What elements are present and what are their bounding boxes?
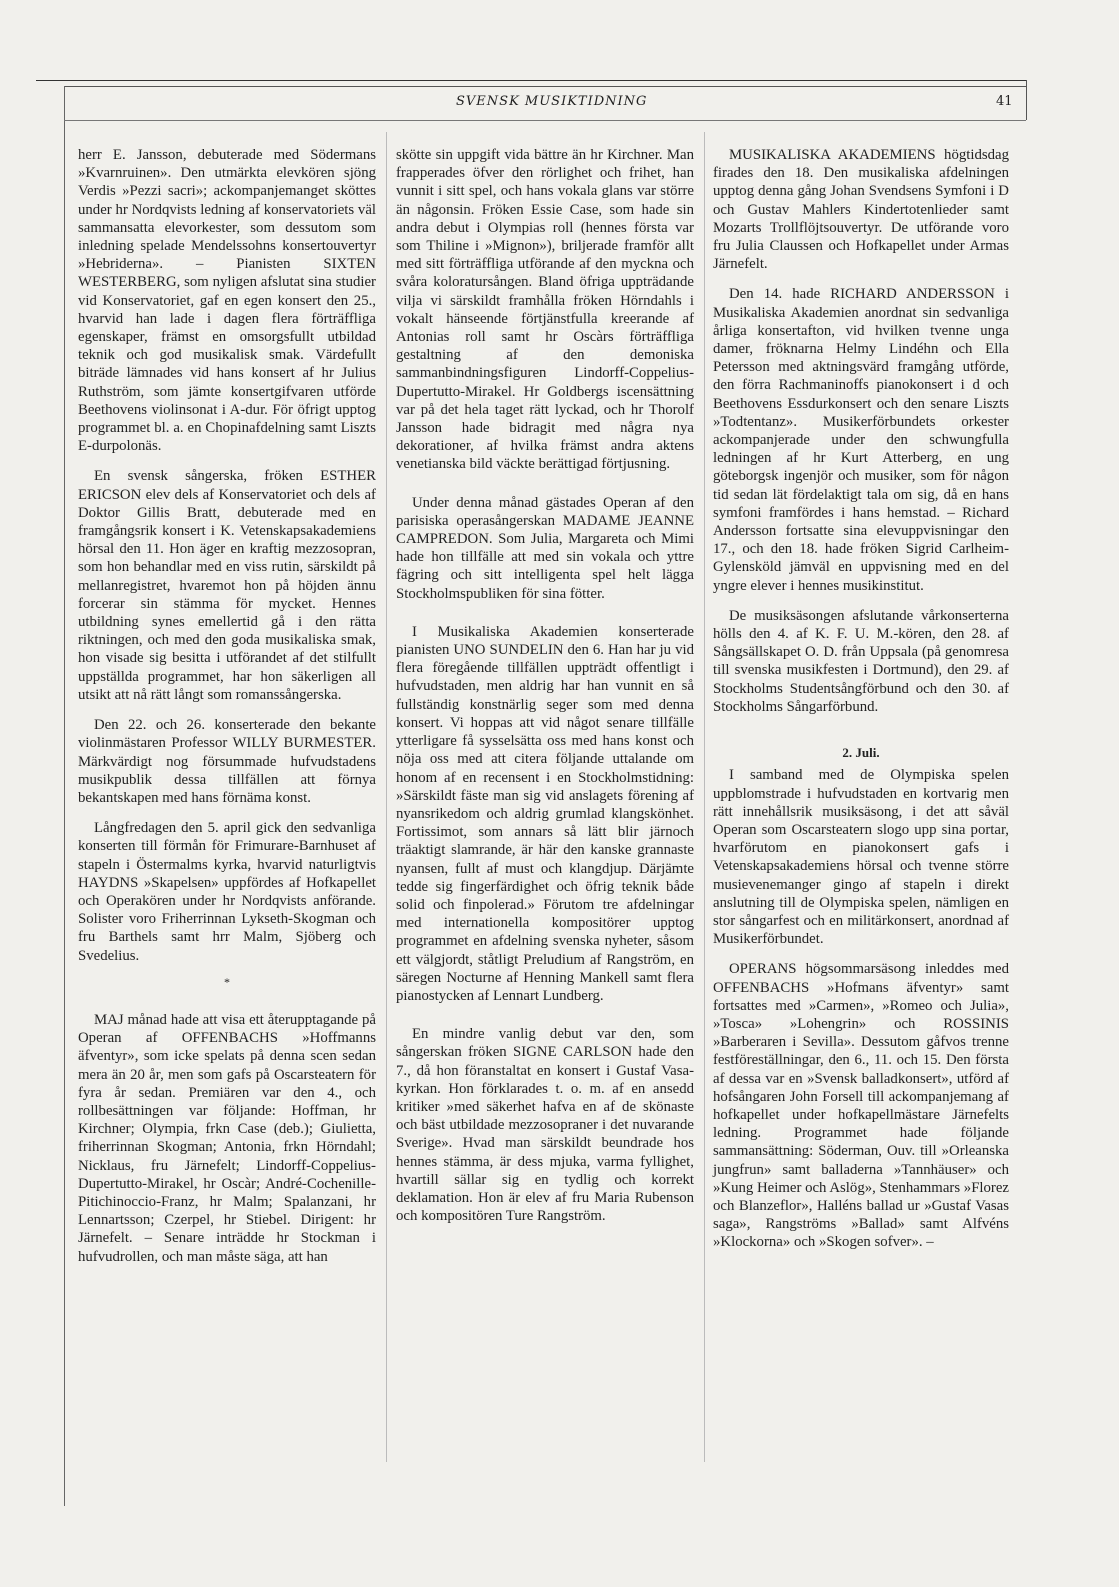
page-frame-right-rule (1026, 80, 1027, 120)
col3-paragraph-4: I samband med de Olympiska spelen uppblomstrade i hufvudstaden en kortvarig men rätt innehållsrik musiksäsong, i det att såväl Operan som Oscarsteatern slogo upp sina portar, hvarförutom en pianokonsert gafs i Vetenskapsakademiens hörsal och tvenne större musievenemanger gingo af stapeln i direkt anslutning till de Olympiska spelen, nämligen en stor sångarfest och en militärkonsert, anordnad af Musikerförbundet. (713, 767, 1009, 948)
col2-paragraph-1: skötte sin uppgift vida bättre än hr Kirchner. Man frapperades öfver den rörlighet och frihet, han vunnit i sitt spel, och hans vokala glans var större än någonsin. Fröken Essie Case, som hade sin andra debut i Olympias roll (hennes första var som Thiline i »Mignon»), briljerade framför allt med sitt förträffliga utförande af den myckna och svåra koloratursången. Bland öfriga uppträdande vilja vi särskildt framhålla fröken Hörndahls i vokalt hänseende förtjänstfulla kreerande af Antonias roll samt hr Oscàrs förträffliga gestaltning af den demoniska sammanbindningsfiguren Lindorff-Coppelius-Dupertutto-Mirakel. Hr Goldbergs iscensättning var på det hela taget rätt lyckad, och hr Thorolf Jansson hade bidragit med några nya dekorationer, af hvilka främst andra aktens venetianska bild väckte berättigad förtjusning. (396, 147, 694, 473)
header-rule (64, 120, 1026, 121)
col3-paragraph-2: Den 14. hade RICHARD ANDERSSON i Musikaliska Akademien anordnat sin sedvanliga årliga konsertafton, vid hvilken tvenne unga damer, fröknarna Helmy Lindéhn och Ella Petersson med aktningsvärd framgång utförde, den förra Rachmaninoffs pianokonsert i d och Beethovens Essdurkonsert och den senare Liszts »Todtentanz». Musikerförbundets orkester ackompanjerade under den schwungfulla ledningen af hr Kurt Atterberg, en ung göteborgsk ingenjör och musiker, som för någon tid sedan lät fördelaktigt tala om sig, då en hans symfoni framfördes i hans hemstad. – Richard Andersson fortsatte sina elevuppvisningar den 17., och den 18. hade fröken Sigrid Carlheim-Gylensköld jämväl en uppvisning med en del yngre elever i hennes musikinstitut. (713, 286, 1009, 594)
page-frame-inner-rule (64, 86, 1026, 87)
page-frame-left-rule (64, 86, 65, 1506)
col3-paragraph-1: MUSIKALISKA AKADEMIENS högtidsdag firades den 18. Den musikaliska afdelningen upptog denna gång Johan Svendsens Symfoni i D och Gustav Mahlers Kindertotenlieder samt Mozarts Trollflöjtsouvertyr. De utförande voro fru Julia Claussen och Hofkapellet under Armas Järnefelt. (713, 147, 1009, 273)
col3-paragraph-3: De musiksäsongen afslutande vårkonserterna hölls den 4. af K. F. U. M.-kören, den 28. af Sångsällskapet O. D. från Uppsala (på genomresa till svenska musikfesten i Dortmund), den 29. af Stockholms Studentsångförbund och den 30. af Stockholms Sångarförbund. (713, 607, 1009, 715)
col2-paragraph-2: Under denna månad gästades Operan af den parisiska operasångerskan MADAME JEANNE CAMPREDON. Som Julia, Margareta och Mimi hade hon tillfälle att med sin vokala och yttre fägring och sitt intelligenta spel helt lägga Stockholmspubliken för sina fötter. (396, 494, 694, 602)
page-frame-top-rule (36, 80, 1026, 81)
col1-paragraph-3: Den 22. och 26. konserterade den bekante violinmästaren Professor WILLY BURMESTER. Märkvärdigt nog försummade hufvudstadens musikpublik dessa tillfällen att förnya bekantskapen med hans förnäma konst. (78, 717, 376, 806)
column-3 (713, 146, 1009, 1264)
col3-paragraph-5: OPERANS högsommarsäsong inleddes med OFFENBACHS »Hofmans äfventyr» samt fortsattes med »Carmen», »Romeo och Julia», »Tosca» »Lohengrin» och ROSSINIS »Barberaren i Sevilla». Dessutom gåfvos trenne festföreställningar, den 6., 11. och 15. Den första af dessa var en »Svensk balladkonsert», utförd af hofsångaren John Forsell till ackompanjemang af hofkapellet under hofkapellmästare Järnefelts ledning. Programmet hade följande sammansättning: Söderman, Ouv. till »Orleanska jungfrun» samt balladerna »Tannhäuser» och »Kung Heimer och Aslög», Stenhammars »Florez och Blanzeflor», Halléns ballad ur »Gustaf Vasas saga», Rangströms »Ballad» samt Alfvéns »Klockorna» och »Skogen sofver». – (713, 961, 1009, 1251)
page-number: 41 (996, 94, 1013, 109)
col2-paragraph-4: En mindre vanlig debut var den, som sångerskan fröken SIGNE CARLSON hade den 7., då hon föranstaltat en konsert i Gustaf Vasa-kyrkan. Hon förklarades t. o. m. af en ansedd kritiker »med säkerhet hafva en af de skönaste och bäst utbildade mezzosopraner i det nuvarande Sverige». Hvad man särskildt beundrade hos hennes stämma, är dess mjuka, varma fyllighet, hvartill sällar sig en tydlig och korrekt deklamation. Hon är elev af fru Maria Rubenson och kompositören Ture Rangström. (396, 1026, 694, 1225)
column-divider-1 (386, 132, 387, 1462)
column-2 (396, 146, 694, 1237)
running-title: SVENSK MUSIKTIDNING (456, 94, 648, 109)
col1-paragraph-1: herr E. Jansson, debuterade med Södermans »Kvarnruinen». Den utmärkta elevkören sjöng Verdis »Pezzi sacri»; ackompanjemanget sköttes under hr Nordqvists ledning af konservatoriets väl sammansatta elevorkester, som dessutom som inledning spelade Mendelssohns konsertouvertyr »Hebriderna». – Pianisten SIXTEN WESTERBERG, som nyligen afslutat sina studier vid Konservatoriet, gaf en egen konsert den 25., hvarvid han lade i dagen flera förträffliga egenskaper, främst en omsorgsfullt utbildad teknik och god musikalisk smak. Värdefullt biträde lämnades vid hans konsert af hr Julius Ruthström, som jämte konsertgifvaren utförde Beethovens violinsonat i A-dur. För öfrigt upptog programmet bl. a. en Chopinafdelning samt Liszts E-durpolonäs. (78, 147, 376, 455)
col1-paragraph-4: Långfredagen den 5. april gick den sedvanliga konserten till förmån för Frimurare-Barnhuset af stapeln i Östermalms kyrka, hvarvid naturligtvis HAYDNS »Skapelsen» uppfördes af Hofkapellet och Operakören under hr Nordqvists anförande. Solister voro Friherrinnan Lykseth-Skogman och fru Barthels samt hrr Malm, Sjöberg och Svedelius. (78, 820, 376, 964)
section-separator: * (224, 974, 230, 989)
section-heading-july: 2. Juli. (842, 745, 880, 761)
col1-paragraph-2: En svensk sångerska, fröken ESTHER ERICSON elev dels af Konservatoriet och dels af Doktor Gillis Bratt, debuterade med en framgångsrik konsert i K. Vetenskapsakademiens hörsal den 11. Hon äger en kraftig mezzosopran, som hon behandlar med en viss rutin, särskildt på mellanregistret, hvaremot hon på höjden ännu forcerar sin stämma för mycket. Hennes utbildning synes emellertid gå i den rätta riktningen, och med den goda musikaliska smak, hon visade sig besitta i utförandet af det stilfullt uppställda programmet, har hon säkerligen all utsikt att nå rätt långt som romanssångerska. (78, 468, 376, 703)
column-divider-2 (704, 132, 705, 1462)
col2-paragraph-3: I Musikaliska Akademien konserterade pianisten UNO SUNDELIN den 6. Han har ju vid flera föregående tillfällen uppträdt offentligt i hufvudstaden, men aldrig har han vunnit en så fullständig konstnärlig seger som med denna konsert. Vi hoppas att vid något senare tillfälle ytterligare få sysselsätta oss med hans konst och nöja oss med att citera följande uttalande om honom af en recensent i en Stockholmstidning: »Särskildt fäste man sig vid anslagets förening af nyansrikedom och aldrig grumlad klangskönhet. Fortissimot, som annars så lätt blir järnoch träaktigt slamrande, är här den kanske grannaste nyansen, fullt af must och klangdjup. Därjämte tedde sig fingerfärdighet och öfrig teknik både solid och finpolerad.» Förutom tre afdelningar med internationella kompositörer upptog programmet en afdelning svenska nyheter, såsom ett välgjordt, ståtligt Preludium af Rangström, en säregen Nocturne af Henning Mankell samt flera pianostycken af Lennart Lundberg. (396, 623, 694, 1004)
col1-paragraph-5: MAJ månad hade att visa ett återupptagande på Operan af OFFENBACHS »Hoffmanns äfventyr», som icke spelats på denna scen sedan mera än 20 år, men som gafs på Oscarsteatern för fyra år sedan. Premiären var den 4., och rollbesättningen var följande: Hoffman, hr Kirchner; Olympia, frkn Case (deb.); Giulietta, friherrinnan Skogman; Antonia, frkn Hörndahl; Nicklaus, fru Järnefelt; Lindorff-Coppelius-Dupertutto-Mirakel, hr Oscàr; André-Cochenille-Pitichinoccio-Franz, hr Malm; Spalanzani, hr Lennartsson; Czerpel, hr Stiebel. Dirigent: hr Järnefelt. – Senare inträdde hr Stockman i hufvudrollen, och man måste säga, att han (78, 1011, 376, 1265)
column-1 (78, 146, 376, 1278)
